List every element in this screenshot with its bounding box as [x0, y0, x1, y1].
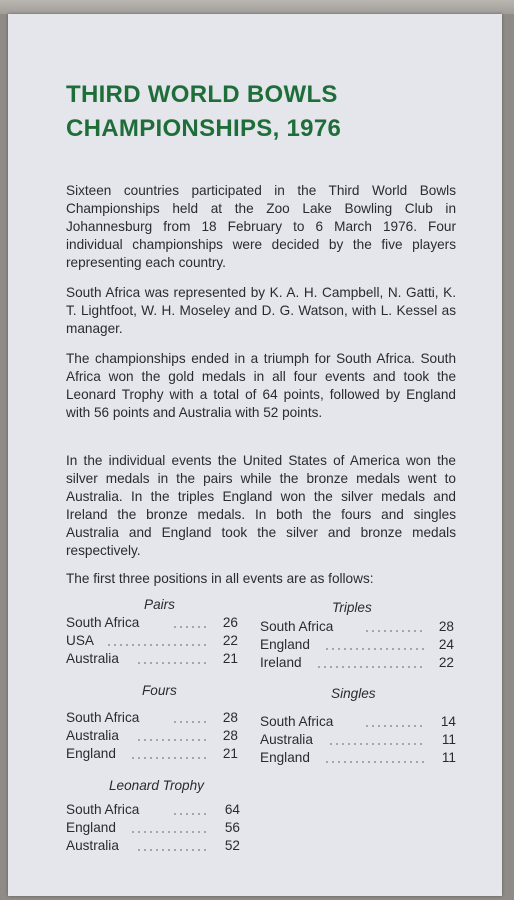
- team-name: Ireland: [260, 655, 302, 670]
- team-name: Australia: [66, 651, 119, 666]
- singles-heading: Singles: [331, 686, 376, 701]
- team-score: 11: [441, 732, 456, 747]
- leader-dots: [316, 666, 424, 668]
- singles-row: [260, 750, 456, 768]
- positions-intro: The first three positions in all events are as follows:: [66, 571, 374, 586]
- team-score: 22: [438, 655, 454, 670]
- team-score: 28: [438, 619, 454, 634]
- team-name: South Africa: [66, 615, 140, 630]
- triples-row: [260, 655, 454, 673]
- team-name: England: [66, 746, 116, 761]
- team-paragraph: South Africa was represented by K. A. H. Campbell, N. Gatti, K. T. Lightfoot, W. H. Moseley and D. G. Watson, with L. Kessel as manager.: [66, 285, 456, 336]
- leonard-row: [66, 820, 240, 838]
- leader-dots: [130, 757, 208, 759]
- team-score: 21: [222, 651, 238, 666]
- fours-heading: Fours: [142, 683, 177, 698]
- team-name: England: [260, 637, 310, 652]
- leonard-row: [66, 838, 240, 856]
- fours-row: [66, 746, 238, 764]
- leader-dots: [324, 648, 424, 650]
- team-score: 56: [224, 820, 240, 835]
- medals-paragraph: In the individual events the United States of America won the silver medals in the pairs while the bronze medals went to Australia. In the triples England won the silver medals and Ireland the bronze medals. In both the fours and singles Australia and England took the silver and bronze medals respectively.: [66, 453, 456, 558]
- team-name: South Africa: [260, 714, 334, 729]
- team-name: South Africa: [66, 710, 140, 725]
- team-score: 14: [440, 714, 456, 729]
- leader-dots: [324, 761, 426, 763]
- team-name: South Africa: [260, 619, 334, 634]
- leader-dots: [136, 662, 208, 664]
- team-name: South Africa: [66, 802, 140, 817]
- leader-dots: [136, 739, 208, 741]
- singles-row: [260, 714, 456, 732]
- triples-row: [260, 637, 454, 655]
- page-top-edge: [0, 0, 514, 14]
- team-name: Australia: [66, 838, 119, 853]
- team-score: 21: [222, 746, 238, 761]
- leader-dots: [130, 831, 210, 833]
- team-score: 52: [224, 838, 240, 853]
- team-score: 28: [222, 728, 238, 743]
- triples-heading: Triples: [332, 600, 372, 615]
- team-score: 26: [222, 615, 238, 630]
- fours-row: [66, 710, 238, 728]
- singles-row: [260, 732, 456, 750]
- results-paragraph: The championships ended in a triumph for South Africa. South Africa won the gold medals in all four events and took the Leonard Trophy with a total of 64 points, followed by England with 56 points and Australia with 52 points.: [66, 351, 456, 420]
- leader-dots: [328, 743, 426, 745]
- leader-dots: [172, 721, 208, 723]
- triples-row: [260, 619, 454, 637]
- leader-dots: [364, 725, 426, 727]
- leader-dots: [106, 644, 208, 646]
- team-name: Australia: [66, 728, 119, 743]
- team-name: USA: [66, 633, 94, 648]
- team-score: 22: [222, 633, 238, 648]
- pairs-row: [66, 651, 238, 669]
- leonard-trophy-heading: Leonard Trophy: [109, 778, 204, 793]
- title-line-1: THIRD WORLD BOWLS: [66, 81, 338, 108]
- leader-dots: [172, 626, 208, 628]
- team-score: 28: [222, 710, 238, 725]
- team-score: 24: [438, 637, 454, 652]
- team-name: England: [66, 820, 116, 835]
- leonard-row: [66, 802, 240, 820]
- pairs-row: [66, 633, 238, 651]
- intro-paragraph: Sixteen countries participated in the Third World Bowls Championships held at the Zoo Lake Bowling Club in Johannesburg from 18 February to 6 March 1976. Four individual championships were decided by the five players representing each country.: [66, 183, 456, 270]
- team-score: 64: [224, 802, 240, 817]
- leader-dots: [172, 813, 210, 815]
- leader-dots: [364, 630, 424, 632]
- pairs-row: [66, 615, 238, 633]
- team-name: England: [260, 750, 310, 765]
- pairs-heading: Pairs: [144, 597, 175, 612]
- fours-row: [66, 728, 238, 746]
- team-name: Australia: [260, 732, 313, 747]
- team-score: 11: [441, 750, 456, 765]
- title-line-2: CHAMPIONSHIPS, 1976: [66, 115, 342, 142]
- page-title: [66, 78, 341, 146]
- leader-dots: [136, 849, 210, 851]
